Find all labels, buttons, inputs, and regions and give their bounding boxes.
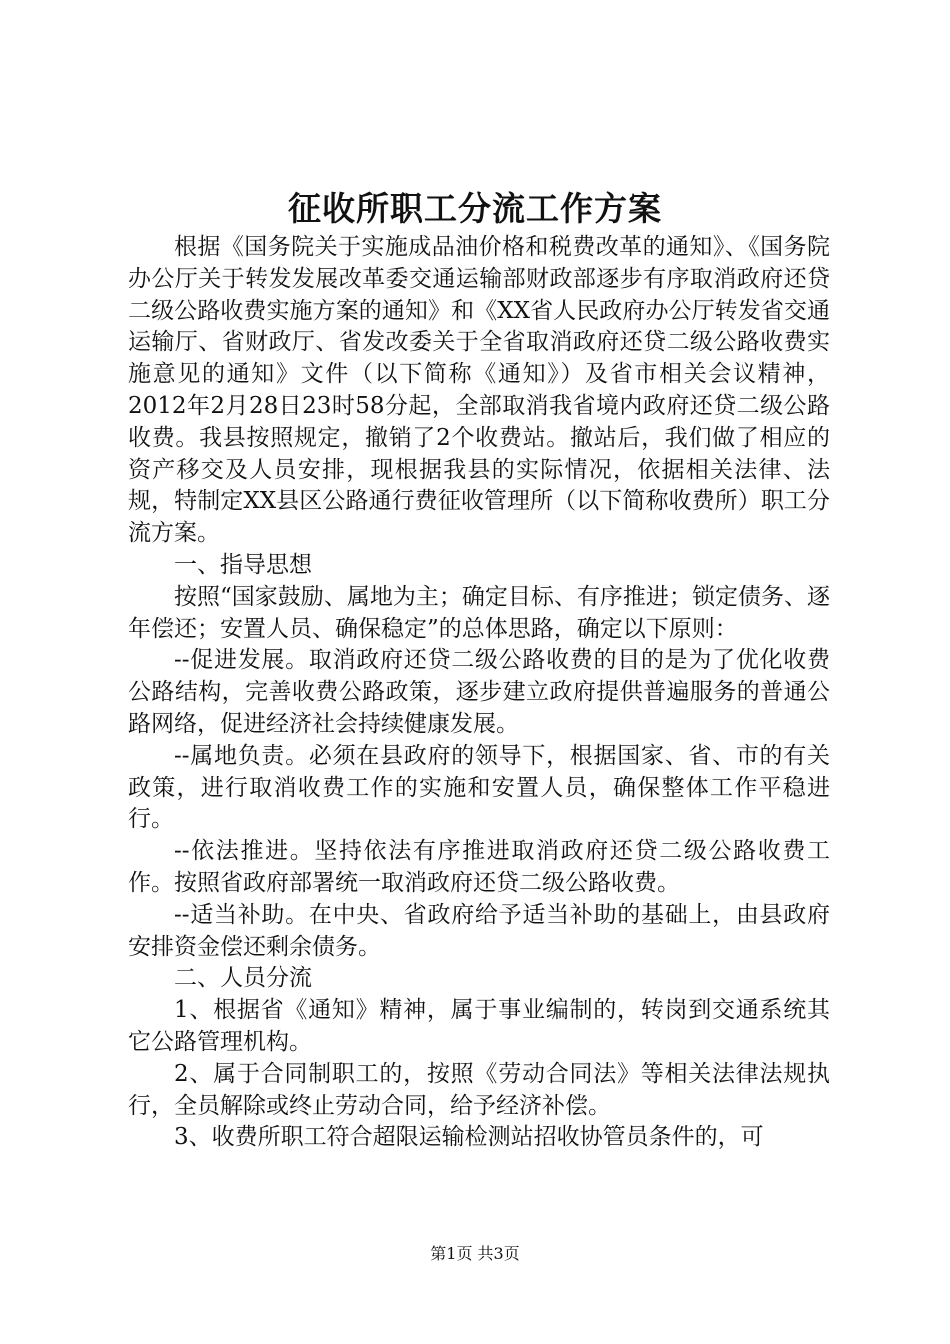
section-heading-guiding-thought: 一、指导思想 (174, 551, 312, 578)
document-body (128, 232, 830, 1154)
paragraph-territorial-responsibility: --属地负责。必须在县政府的领导下，根据国家、省、市的有关政策，进行取消收费工作的实施和安置人员，确保整体工作平稳进行。 (128, 742, 830, 833)
document-title: 征收所职工分流工作方案 (288, 189, 662, 228)
paragraph-item-1: 1、根据省《通知》精神，属于事业编制的，转岗到交通系统其它公路管理机构。 (128, 997, 830, 1055)
paragraph-intro: 根据《国务院关于实施成品油价格和税费改革的通知》、《国务院办公厅关于转发发展改革委交通运输部财政部逐步有序取消政府还贷二级公路收费实施方案的通知》和《XX省人民政府办公厅转发省交通运输厅、省财政厅、省发改委关于全省取消政府还贷二级公路收费实施意见的通知》文件（以下简称《通知》）及省市相关会议精神，2012年2月28日23时58分起，全部取消我省境内政府还贷二级公路收费。我县按照规定，撤销了2个收费站。撤站后，我们做了相应的资产移交及人员安排，现根据我县的实际情况，依据相关法律、法规，特制定XX县区公路通行费征收管理所（以下简称收费所）职工分流方案。 (128, 234, 830, 547)
page-footer: 第1页 共3页 (430, 1244, 520, 1263)
paragraph-principles: 按照“国家鼓励、属地为主；确定目标、有序推进；锁定债务、逐年偿还；安置人员、确保稳定”的总体思路，确定以下原则： (128, 583, 830, 642)
section-heading-staff-diversion: 二、人员分流 (174, 965, 312, 992)
paragraph-item-2: 2、属于合同制职工的，按照《劳动合同法》等相关法律法规执行，全员解除或终止劳动合同，给予经济补偿。 (128, 1060, 830, 1119)
paragraph-promote-development: --促进发展。取消政府还贷二级公路收费的目的是为了优化收费公路结构，完善收费公路政策，逐步建立政府提供普遍服务的普通公路网络，促进经济社会持续健康发展。 (128, 647, 830, 737)
paragraph-item-3: 3、收费所职工符合超限运输检测站招收协管员条件的，可 (174, 1124, 764, 1151)
paragraph-appropriate-subsidy: --适当补助。在中央、省政府给予适当补助的基础上，由县政府安排资金偿还剩余债务。 (128, 901, 830, 960)
paragraph-lawful-advance: --依法推进。坚持依法有序推进取消政府还贷二级公路收费工作。按照省政府部署统一取消政府还贷二级公路收费。 (128, 838, 830, 896)
